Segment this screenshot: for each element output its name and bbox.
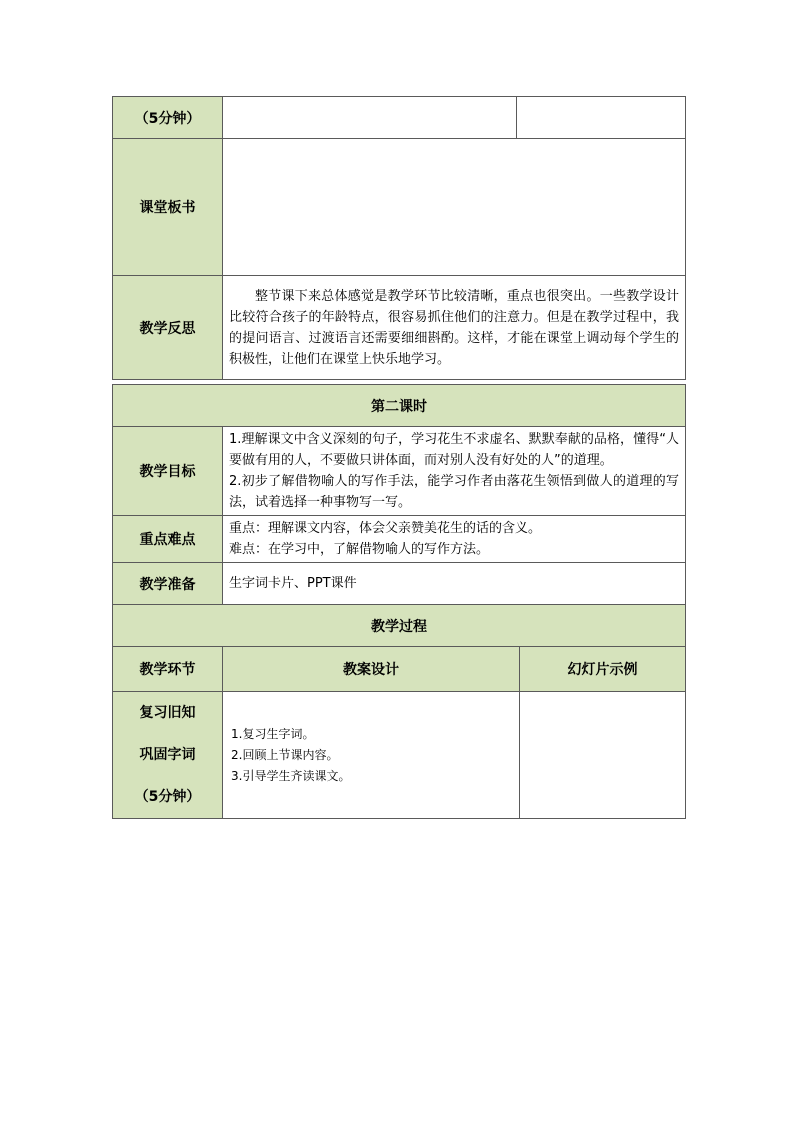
col-header-design: 教案设计 [223,647,520,692]
step-item: 1.复习生字词。 [231,726,315,741]
step-label-line: （5分钟） [134,789,201,805]
prep-text: 生字词卡片、PPT课件 [223,563,686,605]
time-label-cell: （5分钟） [113,97,223,139]
key-point-item: 重点：理解课文内容，体会父亲赞美花生的话的含义。 [229,521,542,536]
reflection-text: 整节课下来总体感觉是教学环节比较清晰，重点也很突出。一些教学设计比较符合孩子的年龄特点，很容易抓住他们的注意力。但是在教学过程中，我的提问语言、过渡语言还需要细细斟酌。这样，才能在课堂上调动每个学生的积极性，让他们在课堂上快乐地学习。 [223,276,686,380]
step-item: 2.回顾上节课内容。 [231,747,339,762]
step-design-cell [223,692,520,819]
step-item: 3.引导学生齐读课文。 [231,768,351,783]
process-title: 教学过程 [113,605,686,647]
empty-cell [223,97,517,139]
goals-cell [223,427,686,516]
goal-item: 1.理解课文中含义深刻的句子，学习花生不求虚名、默默奉献的品格，懂得“人要做有用的人，不要做只讲体面，而对别人没有好处的人”的道理。 [229,432,679,468]
key-points-label-cell: 重点难点 [113,516,223,563]
lesson-table-second [112,384,686,819]
reflection-label-cell: 教学反思 [113,276,223,380]
col-header-slides: 幻灯片示例 [520,647,686,692]
step-label-line: 巩固字词 [139,747,196,763]
goal-item: 2.初步了解借物喻人的写作手法，能学习作者由落花生领悟到做人的道理的写法，试着选择一种事物写一写。 [229,474,679,510]
key-point-item: 难点：在学习中，了解借物喻人的写作方法。 [229,542,490,557]
col-header-step: 教学环节 [113,647,223,692]
step-label-cell [113,692,223,819]
board-label-cell: 课堂板书 [113,139,223,276]
lesson-title: 第二课时 [113,385,686,427]
key-points-cell [223,516,686,563]
step-label-line: 复习旧知 [139,705,196,721]
lesson-table-top [112,96,686,380]
prep-label-cell: 教学准备 [113,563,223,605]
slide-example-cell [520,692,686,819]
empty-cell [517,97,686,139]
board-content-cell [223,139,686,276]
goals-label-cell: 教学目标 [113,427,223,516]
